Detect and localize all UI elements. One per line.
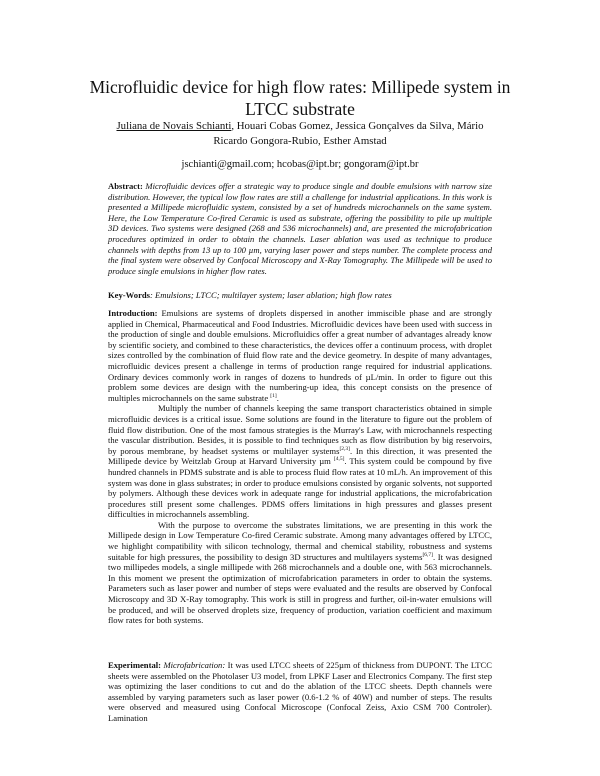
- microfabrication-label: Microfabrication:: [163, 660, 226, 670]
- intro-paragraph-2: Multiply the number of channels keeping the same transport characteristics obtained in simple microfluidic devices is a critical issue. Some solutions are found in the literature to figure out the problem of fluid flow distribution. One of the most famous strategies is the Murray's Law, with microchannels respecting the vascular distribution. Besides, it is possible to find techniques such as flow distribution by big reservoirs, by porous membrane, by headset systems or multilayer systems[2,3]. In this direction, it was presented the Millipede device by Weitzlab Group at Harvard University µm [4,5]. This system could be compound by five hundred channels in PDMS substrate and is able to process fluid flow rates at 10 mL/h. An improvement of this system was done in glass substrates; in order to produce emulsions consisted by organic solvents, not supported by polymers. Although these devices work in adequate range for industrial applications, the microfabrication procedures still present some challenges. PDMS offers limitations in high pressures and glasses present difficulties in microchannels assembling.: [108, 403, 493, 520]
- keywords-label: Key-Words: [108, 290, 151, 300]
- abstract-section: [108, 181, 492, 276]
- experimental-label: Experimental:: [108, 660, 161, 670]
- experimental-section: [108, 660, 492, 724]
- experimental-text: It was used LTCC sheets of 225µm of thickness from DUPONT. The LTCC sheets were assembled on the Photolaser U3 model, from LPKF Laser and Electronics Company. The first step was optimizing the laser conditions to cut and do the ablation of the LTCC sheets. Depth channels were assembled by varying parameters such as laser power (0.6-1.2 % of 40W) and number of steps. The results were observed and measured using Confocal Microscope (Confocal Zeiss, Axio CSM 700 Controler). Lamination: [108, 660, 492, 723]
- abstract-label: Abstract:: [108, 181, 143, 191]
- citation: [1]: [270, 392, 277, 399]
- introduction-section: [108, 308, 492, 626]
- abstract-text: Microfluidic devices offer a strategic way to produce single and double emulsions with narrow size distribution. However, the typical low flow rates are still a challenge for industrial applications. In this work is presented a Millipede microfluidic system, consisted by a set of hundreds microchannels on the same system. Here, the Low Temperature Co-fired Ceramic is used as substrate, offering the possibility to pile up multiple 3D devices. Two systems were designed (268 and 536 microchannels) and, are presented the microfabrication procedures optimized in order to obtain the channels. Laser ablation was used as technique to produce channels with depths from 13 up to 100 µm, varying laser power and steps number. The complete process and the final system were observed by Confocal Microscopy and X-Ray Tomography. The Millipede will be used to produce single emulsions in higher flow rates.: [108, 181, 492, 276]
- introduction-label: Introduction:: [108, 308, 158, 318]
- citation: [6,7]: [422, 551, 434, 558]
- first-author: Juliana de Novais Schianti: [116, 120, 232, 132]
- intro-paragraph-1: Introduction: Emulsions are systems of droplets dispersed in another immiscible phase and are strongly applied in Chemical, Pharmaceutical and Food Industries. Microfluidic devices have been used with success in the production of single and double emulsions. Microfluidics offer a great number of advantages already know by scientific society, and combined to these characteristics, the devices offer a continuum process, with droplet sizes controlled by the combination of fluid flow rate and the device geometry. In despite of many advantages, microfluidic devices present a challenge in terms of production range required for industrial applications. Ordinary devices commonly work in ranges of dozens to hundreds of µL/min. In order to figure out this problem some devices are design with the numbering-up idea, this concept consists on the presence of multiples microchannels on the same substrate [1].: [108, 308, 492, 403]
- author-list: [100, 119, 500, 148]
- intro-paragraph-3: With the purpose to overcome the substrates limitations, we are presenting in this work the Millipede design in Low Temperature Co-fired Ceramic substrate. Among many advantages offered by LTCC, we highlight compatibility with silicon technology, thermal and chemical stability, robustness and systems suitable for high pressures, the possibility to design 3D structures and multilayers systems[6,7]. It was designed two millipedes models, a single millipede with 268 microchannels and a double one, with 563 microchannels. In this moment we present the optimization of microfabrication parameters in order to obtain the systems. Parameters such as laser power and number of steps were evaluated and the results are observed by Confocal Microscopy and 3D X-Ray tomography. This work is still in progress and further, oil-in-water emulsions will be produced, and will be observed droplets size, frequency of production, variation coefficient and maximum flow rates for both systems.: [108, 519, 492, 626]
- citation: [4,5]: [333, 456, 345, 463]
- keywords-section: [108, 290, 492, 301]
- keywords-text: : Emulsions; LTCC; multilayer system; laser ablation; high flow rates: [150, 290, 392, 300]
- co-authors: , Houari Cobas Gomez, Jessica Gonçalves da Silva, Mário Ricardo Gongora-Rubio, Esther Amstad: [213, 120, 484, 147]
- paper-title: Microfluidic device for high flow rates: Millipede system in LTCC substrate: [89, 77, 511, 119]
- citation: [2,3]: [339, 445, 350, 452]
- author-emails: jschianti@gmail.com; hcobas@ipt.br; gongoram@ipt.br: [181, 159, 419, 170]
